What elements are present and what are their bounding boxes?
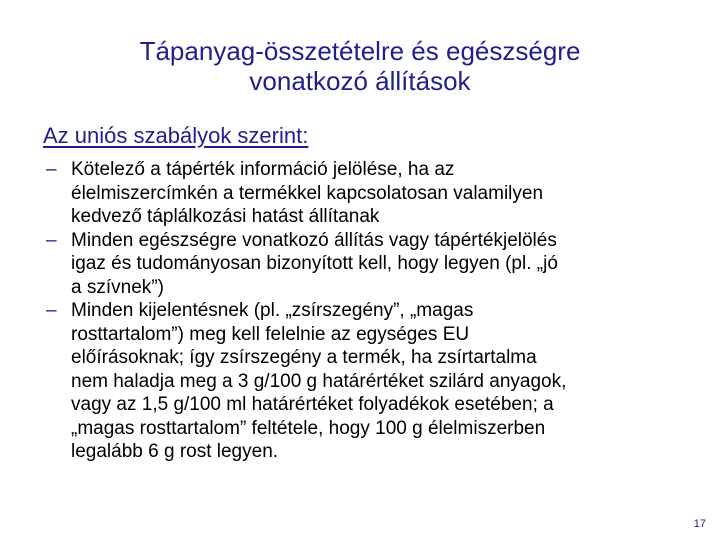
slide-title	[40, 36, 680, 96]
bullet-marker: –	[46, 300, 57, 321]
bullet-text-line: igaz és tudományosan bizonyított kell, hogy legyen (pl. „jó	[71, 253, 558, 274]
bullet-item-2	[46, 229, 706, 300]
page-number: 17	[693, 518, 706, 530]
bullet-item-1	[46, 158, 706, 229]
bullet-text-line: vagy az 1,5 g/100 ml határértéket folyadékok esetében; a	[71, 394, 554, 415]
bullet-text-line: Minden kijelentésnek (pl. „zsírszegény”, „magas	[71, 300, 474, 321]
bullet-text-line: élelmiszercímkén a termékkel kapcsolatosan valamilyen	[71, 182, 544, 204]
bullet-marker: –	[46, 229, 57, 251]
bullet-text-line: kedvező táplálkozási hatást állítanak	[71, 206, 380, 227]
bullet-text-line: „magas rosttartalom” feltétele, hogy 100 g élelmiszerben	[71, 417, 546, 439]
slide-title-line-1: Tápanyag-összetételre és egészségre	[139, 36, 581, 66]
section-subheading: Az uniós szabályok szerint:	[43, 123, 309, 148]
bullet-text-line: Minden egészségre vonatkozó állítás vagy tápértékjelölés	[71, 229, 557, 251]
bullet-text-line: rosttartalom”) meg kell felelnie az egységes EU	[71, 323, 470, 345]
slide-title-line-2: vonatkozó állítások	[249, 66, 471, 96]
bullet-marker: –	[46, 159, 57, 180]
bullet-item-3	[46, 299, 706, 464]
bullet-text-line: előírásoknak; így zsírszegény a termék, ha zsírtartalma	[71, 347, 537, 368]
bullet-list	[46, 158, 706, 464]
bullet-text-line: nem haladja meg a 3 g/100 g határértéket szilárd anyagok,	[71, 370, 567, 392]
bullet-text-line: a szívnek”)	[71, 276, 164, 298]
bullet-text-line: Kötelező a tápérték információ jelölése, ha az	[71, 159, 455, 180]
bullet-text-line: legalább 6 g rost legyen.	[71, 441, 279, 462]
